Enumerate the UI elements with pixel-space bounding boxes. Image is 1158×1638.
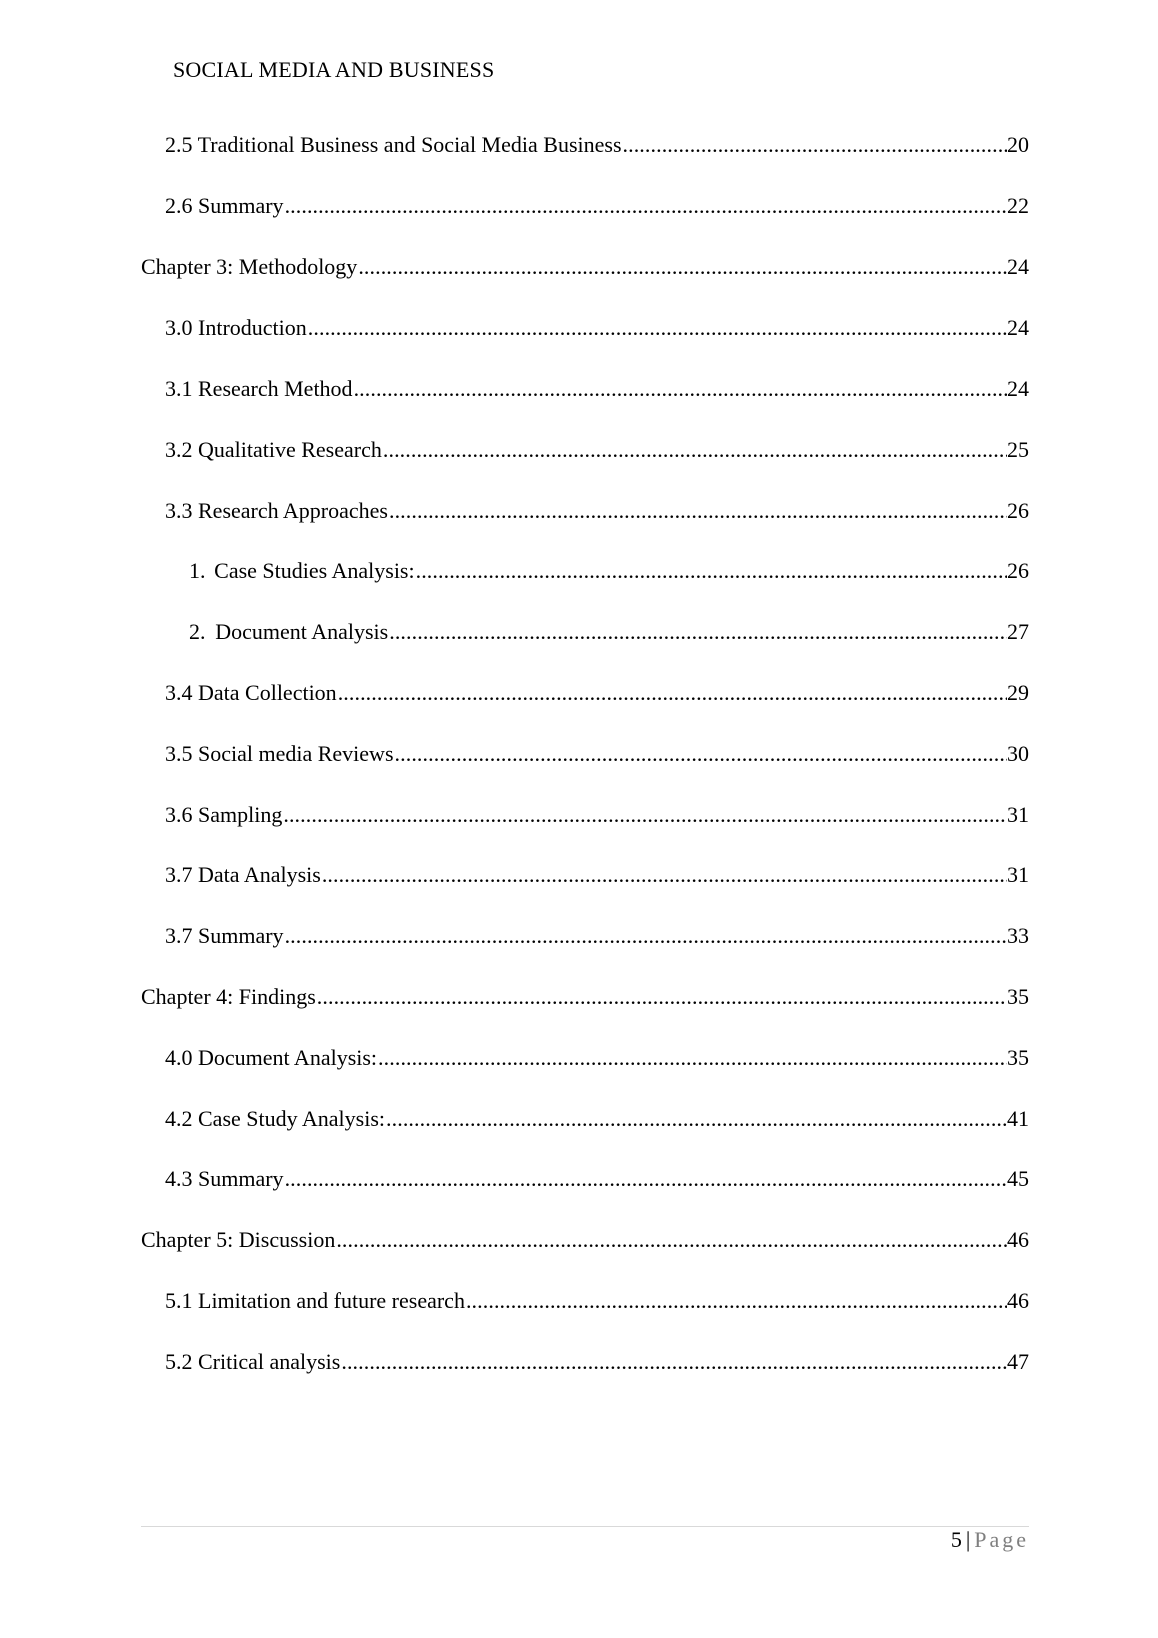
toc-entry-page: 24: [1007, 315, 1029, 340]
toc-entry[interactable]: [165, 1106, 1029, 1136]
toc-entry-title: Chapter 5: Discussion: [141, 1227, 336, 1252]
toc-entry-title: Case Studies Analysis:: [214, 558, 415, 583]
footer-separator: |: [965, 1527, 971, 1552]
toc-entry-title: 2.6 Summary: [165, 193, 284, 218]
toc-leader: [466, 1288, 1007, 1314]
toc-entry[interactable]: [165, 315, 1029, 345]
toc-entry-title: 4.0 Document Analysis:: [165, 1045, 378, 1070]
toc-entry-title: 3.7 Summary: [165, 923, 284, 948]
toc-entry-page: 24: [1007, 254, 1029, 279]
toc-leader: [395, 741, 1007, 767]
toc-entry[interactable]: [165, 680, 1029, 710]
toc-entry-title: 3.6 Sampling: [165, 802, 283, 827]
toc-leader: [285, 193, 1007, 219]
toc-leader: [389, 498, 1007, 524]
toc-numbered-entry[interactable]: [189, 619, 1029, 649]
toc-leader: [358, 254, 1007, 280]
toc-chapter-entry[interactable]: [141, 984, 1029, 1014]
toc-entry-title: 3.2 Qualitative Research: [165, 437, 382, 462]
toc-entry-title: 3.1 Research Method: [165, 376, 353, 401]
toc-leader: [317, 984, 1007, 1010]
toc-entry-title: 3.5 Social media Reviews: [165, 741, 394, 766]
toc-entry[interactable]: [165, 1166, 1029, 1196]
toc-entry-title: Chapter 4: Findings: [141, 984, 316, 1009]
toc-entry-title: 3.4 Data Collection: [165, 680, 337, 705]
toc-entry-title: Chapter 3: Methodology: [141, 254, 358, 279]
toc-entry[interactable]: [165, 1045, 1029, 1075]
toc-leader: [285, 1166, 1007, 1192]
toc-entry-page: 30: [1007, 741, 1029, 766]
footer-page-number: 5: [950, 1527, 962, 1552]
toc-entry-page: 31: [1007, 862, 1029, 887]
toc-leader: [389, 619, 1007, 645]
toc-entry-title: 3.0 Introduction: [165, 315, 307, 340]
toc-entry[interactable]: [165, 498, 1029, 528]
toc-leader: [383, 437, 1007, 463]
toc-entry-number: 2.: [189, 619, 206, 644]
toc-entry-page: 41: [1007, 1106, 1029, 1131]
toc-entry-page: 46: [1007, 1288, 1029, 1313]
toc-entry-page: 26: [1007, 558, 1029, 583]
toc-leader: [285, 923, 1007, 949]
toc-chapter-entry[interactable]: [141, 254, 1029, 284]
toc-entry[interactable]: [165, 1349, 1029, 1379]
toc-leader: [416, 558, 1007, 584]
toc-entry[interactable]: [165, 1288, 1029, 1318]
toc-entry-page: 35: [1007, 1045, 1029, 1070]
page-footer: [951, 1527, 1029, 1553]
toc-leader: [623, 132, 1008, 158]
toc-entry[interactable]: [165, 802, 1029, 832]
toc-entry-page: 46: [1007, 1227, 1029, 1252]
toc-entry[interactable]: [165, 862, 1029, 892]
toc-entry-page: 22: [1007, 193, 1029, 218]
toc-entry-page: 35: [1007, 984, 1029, 1009]
toc-numbered-entry[interactable]: [189, 558, 1029, 588]
toc-entry[interactable]: [165, 923, 1029, 953]
toc-entry-page: 47: [1007, 1349, 1029, 1374]
toc-entry-number: 1.: [189, 558, 206, 583]
toc-entry[interactable]: [165, 193, 1029, 223]
footer-divider: [141, 1526, 1029, 1527]
toc-leader: [336, 1227, 1007, 1253]
toc-leader: [338, 680, 1007, 706]
toc-entry-page: 33: [1007, 923, 1029, 948]
toc-entry[interactable]: [165, 741, 1029, 771]
toc-leader: [386, 1106, 1007, 1132]
toc-entry-page: 25: [1007, 437, 1029, 462]
toc-entry-title: 5.1 Limitation and future research: [165, 1288, 465, 1313]
toc-entry-title: 4.2 Case Study Analysis:: [165, 1106, 386, 1131]
toc-entry-page: 31: [1007, 802, 1029, 827]
toc-leader: [354, 376, 1007, 402]
toc-entry-title: 4.3 Summary: [165, 1166, 284, 1191]
running-header: SOCIAL MEDIA AND BUSINESS: [173, 57, 495, 82]
toc-entry-page: 24: [1007, 376, 1029, 401]
toc-leader: [308, 315, 1007, 341]
toc-entry-title: 3.7 Data Analysis: [165, 862, 321, 887]
toc-entry-page: 29: [1007, 680, 1029, 705]
toc-entry-page: 27: [1007, 619, 1029, 644]
toc-leader: [283, 802, 1007, 828]
toc-entry-page: 20: [1007, 132, 1029, 157]
toc-entry-title: Document Analysis: [215, 619, 389, 644]
toc-chapter-entry[interactable]: [141, 1227, 1029, 1257]
footer-page-label: Page: [974, 1527, 1029, 1552]
toc-entry-page: 26: [1007, 498, 1029, 523]
toc-entry-page: 45: [1007, 1166, 1029, 1191]
toc-entry[interactable]: [165, 132, 1029, 162]
toc-leader: [341, 1349, 1007, 1375]
toc-entry-title: 2.5 Traditional Business and Social Media Business: [165, 132, 622, 157]
toc-entry[interactable]: [165, 376, 1029, 406]
toc-leader: [378, 1045, 1007, 1071]
toc-entry[interactable]: [165, 437, 1029, 467]
toc-leader: [322, 862, 1007, 888]
toc-entry-title: 5.2 Critical analysis: [165, 1349, 341, 1374]
toc-entry-title: 3.3 Research Approaches: [165, 498, 388, 523]
